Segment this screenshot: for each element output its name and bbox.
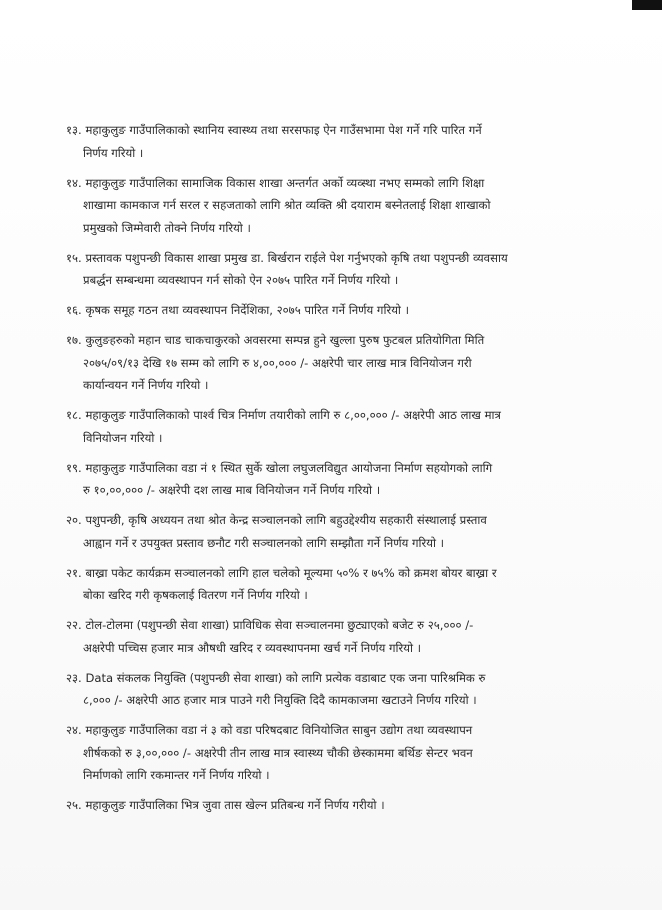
resolution-continuation-line xyxy=(66,584,626,607)
resolution-continuation-line xyxy=(66,637,626,660)
resolution-text: बोका खरिद गरी कृषकलाई वितरण गर्ने निर्णय गरियो । xyxy=(83,588,308,602)
resolution-continuation-line xyxy=(66,764,626,787)
resolution-list xyxy=(66,119,626,824)
resolution-item xyxy=(66,119,626,164)
resolution-continuation-line xyxy=(66,217,626,240)
resolution-number: २३. xyxy=(66,670,82,685)
resolution-text: महाकुलुङ गाउँपालिकाको पार्श्व चित्र निर्माण तयारीको लागि रु ८,००,००० /- अक्षरेपी आठ लाख मात्र xyxy=(85,408,501,422)
resolution-number: १९. xyxy=(66,460,82,475)
resolution-text: कुलुङहरुको महान चाड चाकचाकुरको अवसरमा सम्पन्न हुने खुल्ला पुरुष फुटबल प्रतियोगिता मिति xyxy=(85,333,485,347)
resolution-text: २०७५/०९/१३ देखि १७ सम्म को लागि रु ४,००,००० /- अक्षरेपी चार लाख मात्र विनियोजन गरी xyxy=(83,355,472,370)
resolution-text: महाकुलुङ गाउँपालिका वडा नं ३ को वडा परिषदबाट विनियोजित साबुन उद्योग तथा व्यवस्थापन xyxy=(85,723,473,737)
resolution-text: आह्वान गर्ने र उपयुक्त प्रस्ताव छनौट गरी सञ्चालनको लागि सम्झौता गर्ने निर्णय गरियो । xyxy=(83,535,445,550)
resolution-number: २२. xyxy=(66,618,82,632)
resolution-text: महाकुलुङ गाउँपालिका वडा नं १ स्थित सुर्के खोला लघुजलविद्युत आयोजना निर्माण सहयोगको लागि xyxy=(85,460,493,475)
resolution-text: प्रस्तावक पशुपन्छी विकास शाखा प्रमुख डा. बिर्खरान राईले पेश गर्नुभएको कृषि तथा पशुपन्छी व्यवसाय xyxy=(85,250,508,265)
resolution-number: १४. xyxy=(66,175,82,190)
resolution-text: प्रबर्द्धन सम्बन्धमा व्यवस्थापन गर्न सोको ऐन २०७५ पारित गर्ने निर्णय गरियो । xyxy=(83,273,399,287)
resolution-number: १३. xyxy=(66,123,82,137)
resolution-text: विनियोजन गरियो । xyxy=(83,430,163,445)
resolution-first-line xyxy=(66,247,626,270)
resolution-text: अक्षरेपी पच्चिस हजार मात्र औषधी खरिद र व्यवस्थापनमा खर्च गर्ने निर्णय गरियो । xyxy=(83,640,422,655)
resolution-first-line xyxy=(66,509,626,532)
resolution-item xyxy=(66,299,626,322)
scan-corner-mark xyxy=(632,0,662,10)
resolution-continuation-line xyxy=(66,352,626,375)
resolution-text: टोल-टोलमा (पशुपन्छी सेवा शाखा) प्राविधिक सेवा सञ्चालनमा छुट्याएको बजेट रु २५,००० /- xyxy=(85,618,474,632)
resolution-first-line xyxy=(66,299,626,322)
resolution-number: २५. xyxy=(66,798,82,812)
resolution-first-line xyxy=(66,119,626,142)
resolution-first-line xyxy=(66,329,626,352)
resolution-first-line xyxy=(66,667,626,690)
resolution-text: प्रमुखको जिम्मेवारी तोक्ने निर्णय गरियो । xyxy=(83,220,251,235)
resolution-number: १५. xyxy=(66,250,82,265)
resolution-continuation-line xyxy=(66,142,626,165)
resolution-continuation-line xyxy=(66,689,626,712)
resolution-first-line xyxy=(66,719,626,742)
resolution-item xyxy=(66,329,626,397)
resolution-item xyxy=(66,404,626,449)
resolution-item xyxy=(66,562,626,607)
resolution-first-line xyxy=(66,172,626,195)
resolution-item xyxy=(66,172,626,240)
resolution-continuation-line xyxy=(66,194,626,217)
resolution-text: महाकुलुङ गाउँपालिका भित्र जुवा तास खेल्न प्रतिबन्ध गर्ने निर्णय गरीयो । xyxy=(85,798,385,812)
resolution-first-line xyxy=(66,794,626,817)
resolution-number: १७. xyxy=(66,333,82,347)
resolution-continuation-line xyxy=(66,479,626,502)
resolution-continuation-line xyxy=(66,269,626,292)
resolution-continuation-line xyxy=(66,742,626,765)
resolution-text: निर्णय गरियो । xyxy=(83,145,144,160)
resolution-item xyxy=(66,794,626,817)
resolution-continuation-line xyxy=(66,427,626,450)
resolution-text: ८,००० /- अक्षरेपी आठ हजार मात्र पाउने गरी नियुक्ति दिदै कामकाजमा खटाउने निर्णय गरियो । xyxy=(83,693,477,707)
resolution-text: रु १०,००,००० /- अक्षरेपी दश लाख माब विनियोजन गर्ने निर्णय गरियो । xyxy=(83,483,381,497)
resolution-item xyxy=(66,667,626,712)
resolution-first-line xyxy=(66,457,626,480)
resolution-text: महाकुलुङ गाउँपालिका सामाजिक विकास शाखा अन्तर्गत अर्को व्यव्स्था नभए सम्मको लागि शिक्षा xyxy=(85,175,485,190)
resolution-number: १६. xyxy=(66,303,82,317)
resolution-text: निर्माणको लागि रकमान्तर गर्ने निर्णय गरियो । xyxy=(83,768,270,782)
resolution-first-line xyxy=(66,614,626,637)
resolution-item xyxy=(66,719,626,787)
resolution-continuation-line xyxy=(66,374,626,397)
resolution-number: २४. xyxy=(66,723,82,737)
resolution-text: Data संकलक नियुक्ति (पशुपन्छी सेवा शाखा) को लागि प्रत्येक वडाबाट एक जना पारिश्रमिक रु xyxy=(85,670,486,685)
resolution-text: शाखामा कामकाज गर्न सरल र सहजताको लागि श्रोत व्यक्ति श्री दयाराम बस्नेतलाई शिक्षा शाखाको xyxy=(83,198,491,212)
resolution-text: पशुपन्छी, कृषि अध्ययन तथा श्रोत केन्द्र सञ्चालनको लागि बहुउद्देश्यीय सहकारी संस्थालाई प्रस्ताव xyxy=(85,513,487,527)
resolution-item xyxy=(66,457,626,502)
resolution-continuation-line xyxy=(66,532,626,555)
resolution-item xyxy=(66,509,626,554)
resolution-number: २०. xyxy=(66,513,82,527)
resolution-text: बाख्रा पकेट कार्यक्रम सञ्चालनको लागि हाल चलेको मूल्यमा ५०% र ७५% को क्रमश बोयर बाख्रा र xyxy=(85,565,497,580)
resolution-first-line xyxy=(66,562,626,585)
resolution-text: महाकुलुङ गाउँपालिकाको स्थानिय स्वास्थ्य तथा सरसफाइ ऐन गाउँसभामा पेश गर्ने गरि पारित गर्ने xyxy=(85,123,482,137)
resolution-number: १८. xyxy=(66,408,82,422)
resolution-item xyxy=(66,247,626,292)
resolution-item xyxy=(66,614,626,659)
resolution-text: कार्यान्वयन गर्ने निर्णय गरियो । xyxy=(83,378,209,392)
resolution-number: २१. xyxy=(66,565,82,580)
resolution-text: कृषक समूह गठन तथा व्यवस्थापन निर्देशिका, २०७५ पारित गर्ने निर्णय गरियो । xyxy=(85,303,410,317)
resolution-first-line xyxy=(66,404,626,427)
resolution-text: शीर्षकको रु ३,००,००० /- अक्षरेपी तीन लाख मात्र स्वास्थ्य चौकी छेस्काममा बर्थिङ सेन्टर भवन xyxy=(83,745,473,760)
